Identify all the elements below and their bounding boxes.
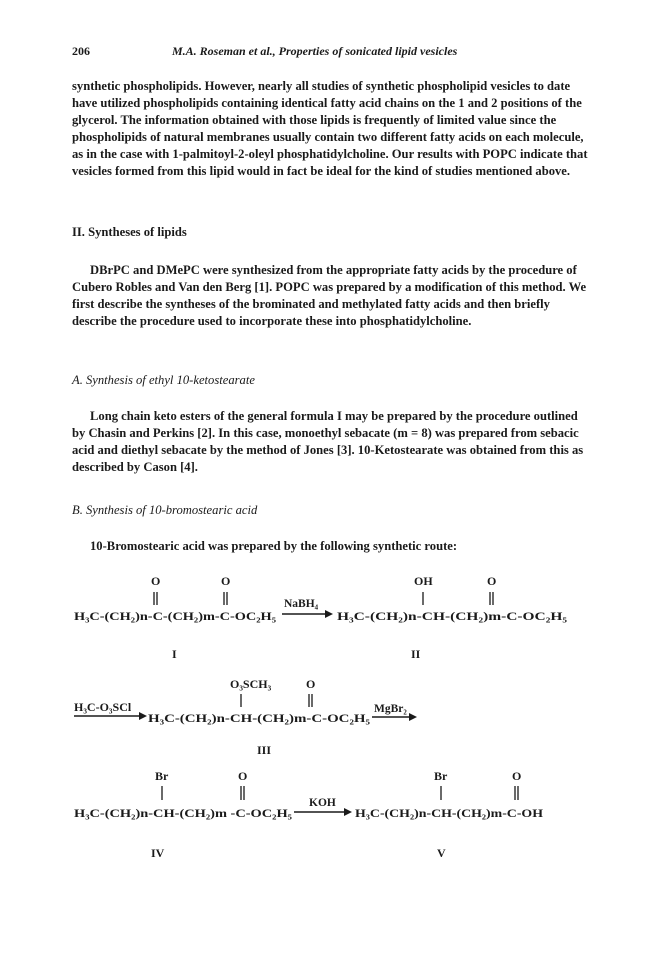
- carbonyl-o-1: O: [151, 574, 161, 588]
- compound-iii-formula: H₃C-(CH₂)n-CH-(CH₂)m-C-OC₂H₅: [148, 711, 371, 725]
- compound-v-formula: H₃C-(CH₂)n-CH-(CH₂)m-C-OH: [355, 806, 544, 820]
- subsection-heading-a: A. Synthesis of ethyl 10-ketostearate: [72, 373, 255, 387]
- carbonyl-o-2: O: [221, 574, 231, 588]
- reagent-koh: KOH: [309, 797, 336, 809]
- compound-iv-formula: H₃C-(CH₂)n-CH-(CH₂)m -C-OC₂H₅: [74, 806, 293, 820]
- scheme-row-3: [74, 769, 544, 860]
- label-compound-iv: IV: [151, 846, 165, 860]
- paragraph-keto-esters: Long chain keto esters of the general formula I may be prepared by the procedure outlined by Chasin and Perkins [2]. In this case, monoethyl sebacate (m = 8) was prepared from sebacic acid and diethyl sebacate by the method of Jones [3]. 10-Ketostearate was obtained from this as described by Cason [4].: [72, 409, 584, 474]
- compound-ii-formula: H₃C-(CH₂)n-CH-(CH₂)m-C-OC₂H₅: [337, 609, 568, 623]
- arrowhead: [325, 610, 333, 618]
- label-compound-ii: II: [411, 647, 421, 661]
- reagent-nabh4: NaBH₄: [284, 598, 319, 610]
- label-compound-v: V: [437, 846, 446, 860]
- label-compound-iii: III: [257, 743, 272, 757]
- arrowhead: [409, 713, 417, 721]
- hydroxyl-label: OH: [414, 574, 433, 588]
- bromo-label-2: Br: [434, 769, 448, 783]
- subsection-heading-b: B. Synthesis of 10-bromostearic acid: [72, 503, 258, 517]
- arrowhead: [139, 712, 147, 720]
- carbonyl-o-6: O: [512, 769, 522, 783]
- paragraph-route-intro: 10-Bromostearic acid was prepared by the following synthetic route:: [90, 539, 458, 553]
- page-number: 206: [72, 44, 90, 58]
- arrowhead: [344, 808, 352, 816]
- reagent-mesyl-chloride: H₃C-O₃SCl: [74, 700, 132, 714]
- section-heading: II. Syntheses of lipids: [72, 225, 187, 239]
- mesylate-group: O₃SCH₃: [230, 677, 272, 691]
- paragraph-syntheses: DBrPC and DMePC were synthesized from the appropriate fatty acids by the procedure of Cubero Robles and Van den Berg [1]. POPC was prepared by a modification of this method. We first describe the syntheses of the brominated and methylated fatty acids and then briefly describe the procedure used to incorporate these into phosphatidylcholine.: [72, 263, 587, 328]
- carbonyl-o-3: O: [487, 574, 497, 588]
- carbonyl-o-4: O: [306, 677, 316, 691]
- scheme-row-1: [74, 574, 568, 661]
- paragraph-intro: synthetic phospholipids. However, nearly all studies of synthetic phospholipid vesicles to date have utilized phospholipids containing identical fatty acid chains on the 1 and 2 positions of the glycerol. The information obtained with those lipids is frequently of limited value since the phospholipids of natural membranes usually contain two different fatty acids on each molecule, as in the case with 1-palmitoyl-2-oleyl phosphatidylcholine. Our results with POPC indicate that vesicles formed from this lipid would in fact be ideal for the kind of studies mentioned above.: [72, 79, 588, 178]
- scheme-row-2: [74, 677, 417, 757]
- reagent-mgbr2: MgBr₂: [374, 703, 407, 715]
- label-compound-i: I: [172, 647, 177, 661]
- compound-i-formula: H₃C-(CH₂)n-C-(CH₂)m-C-OC₂H₅: [74, 609, 277, 623]
- bromo-label-1: Br: [155, 769, 169, 783]
- carbonyl-o-5: O: [238, 769, 248, 783]
- running-title: M.A. Roseman et al., Properties of sonicated lipid vesicles: [172, 44, 458, 58]
